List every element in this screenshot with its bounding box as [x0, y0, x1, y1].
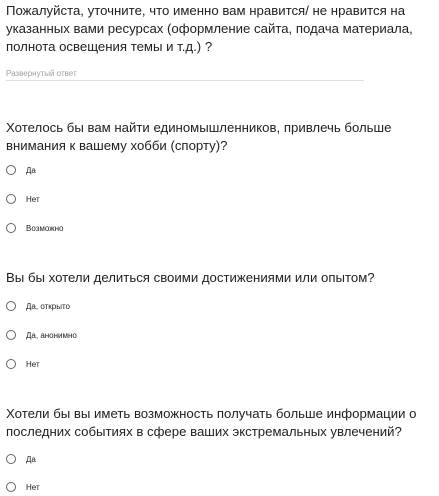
option-label: Да: [26, 454, 36, 464]
option-q2-no[interactable]: [6, 192, 40, 206]
option-q2-maybe[interactable]: [6, 221, 63, 235]
option-label: Нет: [26, 194, 40, 204]
radio-button[interactable]: [6, 223, 16, 233]
option-q3-no[interactable]: [6, 357, 40, 371]
option-q4-yes[interactable]: [6, 452, 36, 466]
option-q3-yes-anonymous[interactable]: [6, 328, 77, 342]
question-title-share-achievements: Вы бы хотели делиться своими достижениями или опытом?: [6, 270, 375, 285]
question-title-find-like-minded: Хотелось бы вам найти единомышленников, привлечь больше внимания к вашему хобби (спорту)?: [6, 120, 392, 153]
option-label: Нет: [26, 359, 40, 369]
option-label: Да: [26, 165, 36, 175]
option-label: Да, открыто: [26, 301, 70, 311]
option-q4-no[interactable]: [6, 480, 40, 494]
radio-button[interactable]: [6, 194, 16, 204]
radio-button[interactable]: [6, 165, 16, 175]
option-q3-yes-open[interactable]: [6, 299, 70, 313]
radio-button[interactable]: [6, 330, 16, 340]
radio-button[interactable]: [6, 359, 16, 369]
option-q2-yes[interactable]: [6, 163, 36, 177]
radio-button[interactable]: [6, 301, 16, 311]
option-label: Нет: [26, 482, 40, 492]
long-answer-input[interactable]: [6, 66, 364, 81]
radio-button[interactable]: [6, 454, 16, 464]
question-title-resources-feedback: Пожалуйста, уточните, что именно вам нравится/ не нравится на указанных вами ресурсах (оформление сайта, подача материала, полнота освещения темы и т.д.) ?: [6, 3, 413, 54]
option-label: Возможно: [26, 223, 64, 233]
radio-button[interactable]: [6, 482, 16, 492]
option-label: Да, анонимно: [26, 330, 77, 340]
question-title-receive-information: Хотели бы вы иметь возможность получать больше информации о последних событиях в сфере ваших экстремальных увлечений?: [6, 406, 417, 439]
